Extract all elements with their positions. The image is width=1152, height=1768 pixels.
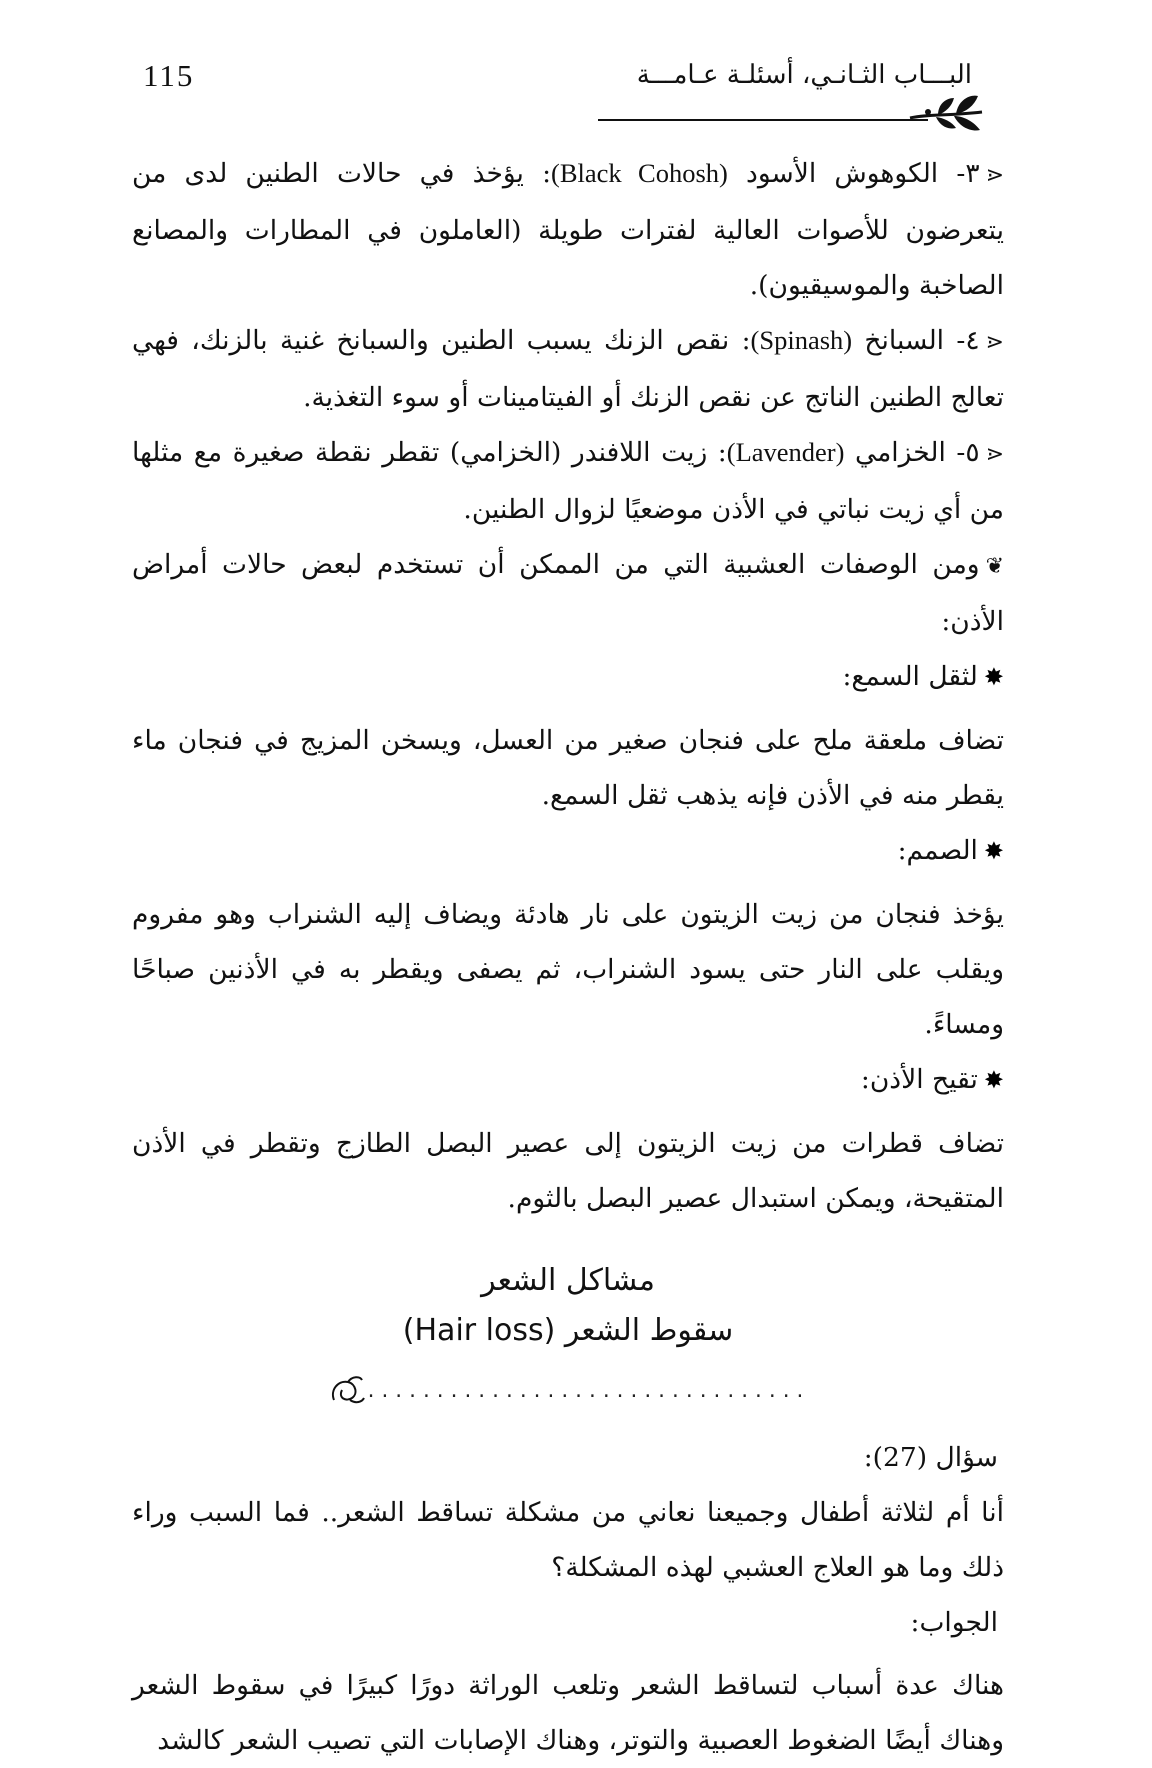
recipe-text: يؤخذ فنجان من زيت الزيتون على نار هادئة ويضاف إليه الشنراب وهو مفروم ويقلب على النار حتى يسود الشنراب، ثم يصفى ويقطر به في الأذنين صباحًا ومساءً. xyxy=(132,899,1004,1040)
flourish-icon xyxy=(328,1374,366,1408)
page-number: 115 xyxy=(143,58,195,93)
item-text: : نقص الزنك يسبب الطنين والسبانخ غنية بالزنك، فهي تعالج الطنين الناتج عن نقص الزنك أو الفيتامينات أو سوء التغذية. xyxy=(132,325,1004,413)
answer-label-text: الجواب: xyxy=(910,1607,998,1638)
question-label-text: سؤال (27): xyxy=(863,1442,998,1473)
item-name: الكوهوش الأسود xyxy=(746,158,939,189)
recipe-heading-text: الصمم: xyxy=(897,835,978,866)
item-number: ٥- xyxy=(956,437,980,468)
item-name: السبانخ xyxy=(864,325,945,356)
item-latin-name: (Spinash) xyxy=(750,325,853,355)
answer-label xyxy=(132,1595,1004,1650)
item-latin-name: (Lavender) xyxy=(726,437,845,467)
question-label xyxy=(132,1430,1004,1485)
item-number: ٤- xyxy=(956,325,980,356)
recipes-intro xyxy=(132,537,1004,649)
item-latin-name: (Black Cohosh) xyxy=(551,158,728,188)
recipe-text: تضاف قطرات من زيت الزيتون إلى عصير البصل الطازج وتقطر في الأذن المتقيحة، ويمكن استبدال عصير البصل بالثوم. xyxy=(132,1128,1004,1214)
star-bullet-icon: ✸ xyxy=(983,663,1004,691)
running-head: البـــاب الثـانـي، أسئلـة عـامـــة xyxy=(636,60,972,90)
item-text: : زيت اللافندر (الخزامي) تقطر نقطة صغيرة مع مثلها من أي زيت نباتي في الأذن موضعيًا لزوال الطنين. xyxy=(132,437,1004,525)
recipe-text: تضاف ملعقة ملح على فنجان صغير من العسل، ويسخن المزيج في فنجان ماء يقطر منه في الأذن فإنه يذهب ثقل السمع. xyxy=(132,725,1004,811)
recipe-heading xyxy=(132,1052,1004,1108)
star-bullet-icon: ✸ xyxy=(983,1066,1004,1094)
divider-dots: ................................ xyxy=(365,1380,809,1402)
recipe-heading-text: تقيح الأذن: xyxy=(860,1064,978,1095)
item-number: ٣- xyxy=(956,158,980,189)
item-name: الخزامي xyxy=(855,437,946,468)
section-divider xyxy=(132,1366,1004,1416)
arrow-bullet-icon: ⋖ xyxy=(985,442,1004,467)
arrow-bullet-icon: ⋖ xyxy=(985,163,1004,188)
leaf-icon: ❦ xyxy=(985,554,1004,579)
recipe-heading xyxy=(132,649,1004,705)
header-rule xyxy=(598,119,928,121)
leaf-branch-icon xyxy=(908,92,984,136)
list-item xyxy=(132,425,1004,537)
recipe-heading-text: لثقل السمع: xyxy=(842,661,978,692)
section-title: مشاكل الشعر xyxy=(481,1263,655,1298)
item-text: : يؤخذ في حالات الطنين لدى من يتعرضون للأصوات العالية لفترات طويلة (العاملون في المطارات والمصانع الصاخبة والموسيقيون). xyxy=(132,158,1004,301)
list-item xyxy=(132,313,1004,425)
list-item xyxy=(132,146,1004,313)
star-bullet-icon: ✸ xyxy=(983,837,1004,865)
recipes-intro-text: ومن الوصفات العشبية التي من الممكن أن تستخدم لبعض حالات أمراض الأذن: xyxy=(132,549,1004,637)
question-text: أنا أم لثلاثة أطفال وجميعنا نعاني من مشكلة تساقط الشعر.. فما السبب وراء ذلك وما هو العلاج العشبي لهذه المشكلة؟ xyxy=(132,1497,1004,1583)
page-body xyxy=(132,146,1004,1768)
recipe-heading xyxy=(132,823,1004,879)
section-subtitle: سقوط الشعر (Hair loss) xyxy=(402,1313,734,1348)
answer-text: هناك عدة أسباب لتساقط الشعر وتلعب الوراثة دورًا كبيرًا في سقوط الشعر وهناك أيضًا الضغوط العصبية والتوتر، وهناك الإصابات التي تصيب الشعر كالشد xyxy=(132,1670,1004,1756)
arrow-bullet-icon: ⋖ xyxy=(985,330,1004,355)
